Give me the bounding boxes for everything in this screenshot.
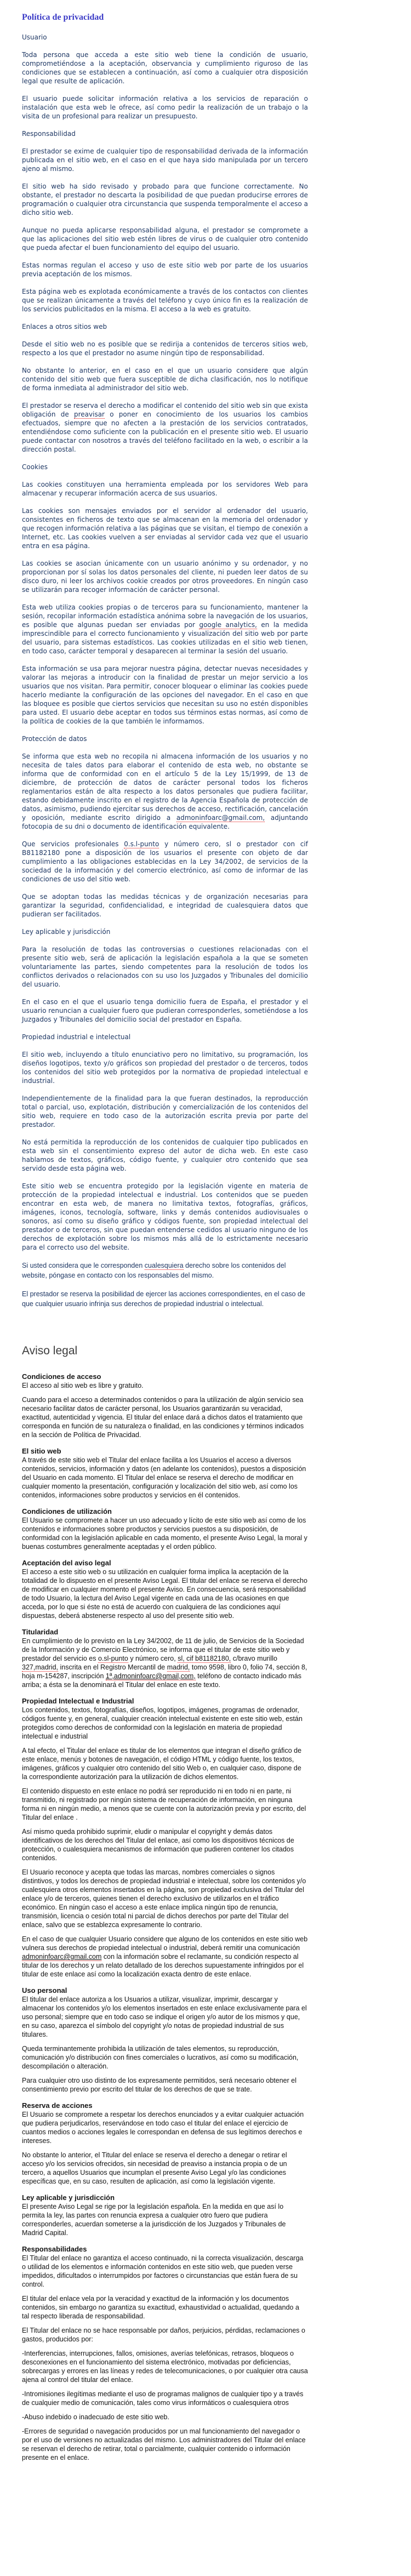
paragraph: Las cookies constituyen una herramienta empleada por los servidores Web para almacenar y recuperar información acerca de sus usuarios. [22,481,308,497]
section-heading: Propiedad industrial e intelectual [22,1033,131,1041]
privacy-policy-body [22,33,308,1309]
paragraph: No está permitida la reproducción de los contenidos de cualquier tipo publicados en esta web sin el consentimiento expreso del autor de dicha web. En este caso hablamos de textos, gráficos, código fuente, y cualquier otro contenido que sea servido desde esta página web. [22,1138,308,1172]
paragraph: Este sitio web se encuentra protegido por la legislación vigente en materia de protección de la propiedad intelectual e industrial. Los contenidos que se pueden encontrar en esta web, de manera no limitativa textos, fotografías, gráficos, imágenes, iconos, tecnología, software, links y demás contenidos audiovisuales o sonoros, así como su diseño gráfico y códigos fuente, son propiedad intelectual del prestador o de terceros, sin que puedan entenderse cedidos al usuario ninguno de los derechos de explotación sobre los mismos más allá de lo estrictamente necesario para el correcto uso del website. [22,1182,308,1251]
section-heading: Aceptación del aviso legal [22,1559,111,1567]
misspelled-word: preavisar [73,411,105,418]
paragraph: El sitio web, incluyendo a título enunciativo pero no limitativo, su programación, los diseños logotipos, texto y/o gráficos son propiedad del prestador o de terceros, todos los contenidos del sitio web protegidos por la normativa de propiedad intelectual e industrial. [22,1051,308,1085]
paragraph: El prestador se reserva el derecho a modificar el contenido del sitio web sin que exista obligación de preavisar o poner en conocimiento de los usuarios los cambios efectuados, siempre que no afecten a la prestación de los servicios contratados, entendiéndose como suficiente con la publicación en el presente sitio web. El usuario puede contactar con nosotros a través del teléfono facilitado en la web, o escribir a la dirección postal. [22,402,309,453]
paragraph: El Titular del enlace no garantiza el acceso continuado, ni la correcta visualización, descarga o utilidad de los elementos e información contenidos en este sitio web, que pueden verse impedidos, dificultados o interrumpidos por factores o circunstancias que están fuera de su control. [22,2254,304,2288]
privacy-policy-section [22,12,308,1309]
section-heading: Responsabilidad [22,130,76,138]
paragraph: Que se adoptan todas las medidas técnicas y de organización necesarias para garantizar la seguridad, confidencialidad, e integridad de cualesquiera datos que pudieran ser facilitados. [22,893,308,918]
text-column [22,12,308,2462]
paragraph: El Titular del enlace no se hace responsable por daños, perjuicios, pérdidas, reclamaciones o gastos, producidos por: [22,2327,305,2343]
misspelled-word: admoninfoarc@gmail.com, [176,814,265,822]
legal-notice-section [22,1344,308,2462]
section-heading: Cookies [22,463,48,471]
misspelled-word: sl, cif b81182180, [178,1655,231,1662]
paragraph: Desde el sitio web no es posible que se redirija a contenidos de terceros sitios web, respecto a los que el prestador no asume ningún tipo de responsabilidad. [22,340,308,357]
legal-notice-body [22,1372,308,2462]
misspelled-word: cualesquiera [144,1262,184,1269]
paragraph: Esta página web es explotada económicamente a través de los contactos con clientes que se realizan únicamente a través del teléfono y cuyo único fin es la realización de los servicios publicitados en la misma. El acceso a la web es gratuito. [22,288,308,313]
misspelled-word: madrid, [167,1663,190,1671]
paragraph: En el caso en el que el usuario tenga domicilio fuera de España, el prestador y el usuario renuncian a cualquier fuero que pudieran corresponderles, sometiéndose a los Juzgados y Tribunales del domicilio social del prestador en España. [22,998,308,1023]
paragraph: En cumplimiento de lo previsto en la Ley 34/2002, de 11 de julio, de Servicios de la Sociedad de la Información y de Comercio Electrónico, se informa que el titular de este sitio web y prestador del servicio es o.sl-punto y número cero, sl, cif b81182180, c/bravo murillo 327,madrid, inscrita en el Registro Mercantil de madrid, tomo 9598, libro 0, folio 74, sección 8, hoja m-154287, inscripción 1ª,admoninfoarc@gmail,com, teléfono de contacto indicado más arriba; a ésta se la denominará el Titular del enlace en este texto. [22,1637,307,1689]
email-link[interactable]: 1ª,admoninfoarc@gmail,com, [105,1672,196,1680]
section-heading: Titularidad [22,1628,59,1636]
paragraph: A través de este sitio web el Titular del enlace facilita a los Usuarios el acceso a diversos contenidos, servicios, información y datos (en adelante los contenidos), puestos a disposición del Usuario en cada momento. El Titular del enlace se reserva el derecho de modificar en cualquier momento la presentación, configuración y localización del sitio web, así como los contenidos, informaciones sobre productos y servicios en él contenidos. [22,1456,306,1499]
section-heading: Enlaces a otros sitios web [22,323,107,330]
paragraph: El Usuario se compromete a hacer un uso adecuado y lícito de este sitio web así como de los contenidos e informaciones sobre productos y servicios puestos a su disposición, de conformidad con la legislación aplicable en cada momento, el presente Aviso Legal, la moral y buenas costumbres generalmente aceptadas y el orden público. [22,1517,307,1551]
section-heading: Responsabilidades [22,2245,87,2253]
paragraph: -Interferencias, interrupciones, fallos, omisiones, averías telefónicas, retrasos, bloqueos o desconexiones en el funcionamiento del sistema electrónico, motivadas por deficiencias, sobrecargas y errores en las líneas y redes de telecomunicaciones, o por cualquier otra causa ajena al control del titular del enlace. [22,2350,308,2384]
misspelled-word: google analytics, [199,621,257,629]
email-link[interactable]: admoninfoarc@gmail.com [22,1953,102,1961]
misspelled-word: o.sl-punto [98,1655,128,1662]
paragraph: En el caso de que cualquier Usuario considere que alguno de los contenidos en este sitio web vulnera sus derechos de propiedad intelectual o industrial, deberá remitir una comunicación admoninfoarc@gmail.com con la información sobre el reclamante, su condición respecto al titular de los derechos y un relato detallado de los derechos supuestamente infringidos por el titular de este enlace así como la localización exacta dentro de este enlace. [22,1935,308,1978]
paragraph: El titular del enlace vela por la veracidad y exactitud de la información y los documentos contenidos, sin embargo no garantiza su exactitud, exhaustividad o actualidad, quedando a tal respecto liberada de responsabilidad. [22,2295,299,2320]
paragraph: El prestador se exime de cualquier tipo de responsabilidad derivada de la información publicada en el sitio web, en el caso en el que haya sido manipulada por un tercero ajeno al mismo. [22,147,308,173]
paragraph: No obstante lo anterior, el Titular del enlace se reserva el derecho a denegar o retirar el acceso y/o los servicios ofrecidos, sin necesidad de preaviso a instancia propia o de un tercero, a aquellos Usuarios que incumplan el presente Aviso Legal y/o las condiciones específicas que, en su caso, resulten de aplicación, así como la legislación vigente. [22,2151,287,2185]
section-heading: Ley aplicable y jurisdicción [22,928,111,936]
privacy-policy-title: Política de privacidad [22,13,104,22]
paragraph: -Intromisiones ilegítimas mediante el uso de programas malignos de cualquier tipo y a través de cualquier medio de comunicación, tales como virus informáticos o cualesquiera otros [22,2390,304,2407]
section-heading: Condiciones de utilización [22,1507,112,1515]
paragraph: No obstante lo anterior, en el caso en el que un usuario considere que algún contenido del sitio web que fuera susceptible de dicha clasificación, nos lo notifique de forma inmediata al administrador del sitio web. [22,367,308,392]
paragraph: El usuario puede solicitar información relativa a los servicios de reparación o instalación que esta web le ofrece, así como pedir la realización de un trabajo o la visita de un profesional para realizar un presupuesto. [22,95,308,120]
section-heading: Uso personal [22,1986,67,1994]
paragraph: El presente Aviso Legal se rige por la legislación española. En la medida en que así lo permita la ley, las partes con renuncia expresa a cualquier otro fuero que pudiera corresponderles, acuerdan someterse a la jurisdicción de los Juzgados y Tribunales de Madrid Capital. [22,2203,286,2237]
section-heading: Condiciones de acceso [22,1372,101,1381]
section-heading: Reserva de acciones [22,2101,93,2110]
paragraph: El acceso al sitio web es libre y gratuito. [22,1382,144,1389]
paragraph: -Errores de seguridad o navegación producidos por un mal funcionamiento del navegador o por el uso de versiones no actualizadas del mismo. Los administradores del Titular del enlace se reservan el derecho de retirar, total o parcialmente, cualquier contenido o información presente en el enlace. [22,2427,306,2461]
paragraph: Queda terminantemente prohibida la utilización de tales elementos, su reproducción, comunicación y/o distribución con fines comerciales o lucrativos, así como su modificación, descompilación o alteración. [22,2045,299,2070]
paragraph: Las cookies se asocian únicamente con un usuario anónimo y su ordenador, y no proporcionan por sí solas los datos personales del cliente, ni pueden leer datos de su disco duro, ni leer los archivos cookie creados por otros proveedores. En ningún caso se utilizarán para recoger información de carácter personal. [22,560,308,594]
section-heading: Usuario [22,33,47,41]
section-heading: El sitio web [22,1447,61,1455]
paragraph: Aunque no pueda aplicarse responsabilidad alguna, el prestador se compromete a que las aplicaciones del sitio web estén libres de virus o de cualquier otro contenido que pueda afectar el buen funcionamiento del equipo del usuario. [22,226,308,252]
paragraph: A tal efecto, el Titular del enlace es titular de los elementos que integran el diseño gráfico de este enlace, menús y botones de navegación, el código HTML y código fuente, los textos, imágenes, gráficos y cualquier otro contenido del sitio Web o, en cualquier caso, dispone de la correspondiente autorización para la utilización de dichos elementos. [22,1747,302,1781]
paragraph: -Abuso indebido o inadecuado de este sitio web. [22,2413,169,2421]
paragraph: El acceso a este sitio web o su utilización en cualquier forma implica la aceptación de la totalidad de lo dispuesto en el presente Aviso Legal. El titular del enlace se reserva el derecho de modificar en cualquier momento el presente Aviso. En consecuencia, será responsabilidad de todo Usuario, la lectura del Aviso Legal vigente en cada una de las ocasiones en que acceda, por lo que si éste no está de acuerdo con cualquiera de las condiciones aquí dispuestas, deberá abstenerse respecto al uso del presente sitio web. [22,1568,307,1620]
paragraph: Así mismo queda prohibido suprimir, eludir o manipular el copyright y demás datos identificativos de los derechos del Titular del enlace, así como los dispositivos técnicos de protección, o cualesquiera mecanismos de información que pudieren contener los citados contenidos. [22,1828,294,1862]
legal-notice-title: Aviso legal [22,1344,78,1357]
paragraph: El Usuario reconoce y acepta que todas las marcas, nombres comerciales o signos distintivos, y todos los derechos de propiedad industrial e intelectual, sobre los contenidos y/o cualesquiera otros elementos insertados en la página, son propiedad exclusiva del Titular del enlace y/o de terceros, quienes tienen el derecho exclusivo de utilizarlos en el tráfico económico. En ningún caso el acceso a este enlace implica ningún tipo de renuncia, transmisión, licencia o cesión total ni parcial de dichos derechos por parte del Titular del enlace, salvo que se establezca expresamente lo contrario. [22,1868,306,1929]
section-heading: Propiedad Intelectual e Industrial [22,1697,134,1705]
misspelled-word: 0.s.l-punto [124,840,159,848]
paragraph: Toda persona que acceda a este sitio web tiene la condición de usuario, comprometiéndose a la aceptación, observancia y cumplimiento riguroso de las condiciones que se establecen a continuación, así como a cualquier otra disposición legal que resulte de aplicación. [22,51,308,85]
paragraph: Esta información se usa para mejorar nuestra página, detectar nuevas necesidades y valorar las mejoras a introducir con la finalidad de prestar un mejor servicio a los usuarios que nos visitan. Para permitir, conocer bloquear o eliminar las cookies puede hacerlo mediante la configuración de las opciones del navegador. En el caso en que las bloquee es posible que ciertos servicios que necesitan su uso no estén disponibles para usted. El usuario debe aceptar en todos sus términos estas normas, así como de la política de cookies de la que también le informamos. [22,665,308,725]
paragraph: El sitio web ha sido revisado y probado para que funcione correctamente. No obstante, el prestador no descarta la posibilidad de que puedan producirse errores de programación o cualquier otra circunstancia que suspenda temporalmente el acceso a dicho sitio web. [22,183,308,216]
paragraph: El prestador se reserva la posibilidad de ejercer las acciones correspondientes, en el caso de que cualquier usuario infrinja sus derechos de propiedad industrial o intelectual. [22,1290,305,1308]
paragraph: El contenido dispuesto en este enlace no podrá ser reproducido ni en todo ni en parte, ni transmitido, ni registrado por ningún sistema de recuperación de información, en ninguna forma ni en ningún medio, a menos que se cuente con la autorización previa y por escrito, del Titular del enlace . [22,1787,306,1821]
paragraph: Para cualquier otro uso distinto de los expresamente permitidos, será necesario obtener el consentimiento previo por escrito del titular de los derechos de que se trate. [22,2077,296,2093]
paragraph: Estas normas regulan el acceso y uso de este sitio web por parte de los usuarios previa aceptación de los mismos. [22,261,308,278]
paragraph: Cuando para el acceso a determinados contenidos o para la utilización de algún servicio sea necesario facilitar datos de carácter personal, los Usuarios garantizarán su veracidad, exactitud, autenticidad y vigencia. El titular del enlace dará a dichos datos el tratamiento que corresponda en función de su naturaleza o finalidad, en las condiciones y términos indicados en la sección de Política de Privacidad. [22,1396,304,1439]
paragraph: El Usuario se compromete a respetar los derechos enunciados y a evitar cualquier actuación que pudiera perjudicarlos, reservándose en todo caso el titular del enlace el ejercicio de cuantos medios o acciones legales le correspondan en defensa de sus legítimos derechos e intereses. [22,2111,304,2145]
paragraph: Para la resolución de todas las controversias o cuestiones relacionadas con el presente sitio web, será de aplicación la legislación española a la que se someten voluntariamente las partes, siendo competentes para la resolución de todos los conflictos derivados o relacionados con su uso los Juzgados y Tribunales del domicilio del usuario. [22,945,308,988]
paragraph: Si usted considera que le corresponden cualesquiera derecho sobre los contenidos del website, póngase en contacto con los responsables del mismo. [22,1262,286,1279]
paragraph: Los contenidos, textos, fotografías, diseños, logotipos, imágenes, programas de ordenador, códigos fuente y, en general, cualquier creación intelectual existente en este sitio web, están protegidos como derechos de conformidad con la legislación en materia de propiedad intelectual e industrial [22,1706,302,1740]
paragraph: Las cookies son mensajes enviados por el servidor al ordenador del usuario, consistentes en ficheros de texto que se almacenan en la memoria del ordenador y que recogen información relativa a las páginas que se visitan, el tiempo de conexión a Internet, etc. Las cookies vuelven a ser enviadas al servidor cada vez que el usuario entra en esa página. [22,507,308,550]
misspelled-word: 327,madrid, [22,1663,59,1671]
paragraph: Que servicios profesionales 0.s.l-punto y número cero, sl o prestador con cif B81182180 pone a disposición de los usuarios el presente con objeto de dar cumplimiento a las obligaciones establecidas en la Ley 34/2002, de servicios de la sociedad de la información y del comercio electrónico, así como de informar de las condiciones de uso del sitio web. [22,840,308,883]
paragraph: Independientemente de la finalidad para la que fueran destinados, la reproducción total o parcial, uso, explotación, distribución y comercialización de los contenidos del sitio web, requiere en todo caso de la autorización escrita previa por parte del prestador. [22,1095,308,1129]
section-heading: Ley aplicable y jurisdicción [22,2193,115,2202]
section-heading: Protección de datos [22,735,87,743]
paragraph: El titular del enlace autoriza a los Usuarios a utilizar, visualizar, imprimir, descargar y almacenar los contenidos y/o los elementos insertados en este enlace exclusivamente para el uso personal; siempre que en todo caso se indique el origen y/o autor de los mismos y que, en su caso, aparezca el símbolo del copyright y/o notas de propiedad industrial de sus titulares. [22,1996,307,2038]
paragraph: Esta web utiliza cookies propias o de terceros para su funcionamiento, mantener la sesión, recopilar información estadística anónima sobre la navegación de los usuarios, es posible que algunas puedan ser enviadas por google analytics, en la medida imprescindible para el correcto funcionamiento y visualización del sitio web por parte del usuario, para sistemas estadísticos. Las cookies utilizadas en el sitio web tienen, en todo caso, carácter temporal y desaparecen al terminar la sesión del usuario. [22,603,308,655]
paragraph: Se informa que esta web no recopila ni almacena información de los usuarios y no necesita de tales datos para elaborar el contenido de esta web, no obstante se informa que de conformidad con en el artículo 5 de la Ley 15/1999, de 13 de diciembre, de protección de datos de carácter personal todos los ficheros reglamentarios están de alta respecto a los datos personales que pudiera facilitar, estando debidamente inscrito en el registro de la Agencia Española de protección de datos, asimismo, pudiendo ejercitar sus derechos de acceso, rectificación, cancelación y oposición, mediante escrito dirigido a admoninfoarc@gmail.com, adjuntando fotocopia de su dni o documento de identificación equivalente. [22,753,309,830]
